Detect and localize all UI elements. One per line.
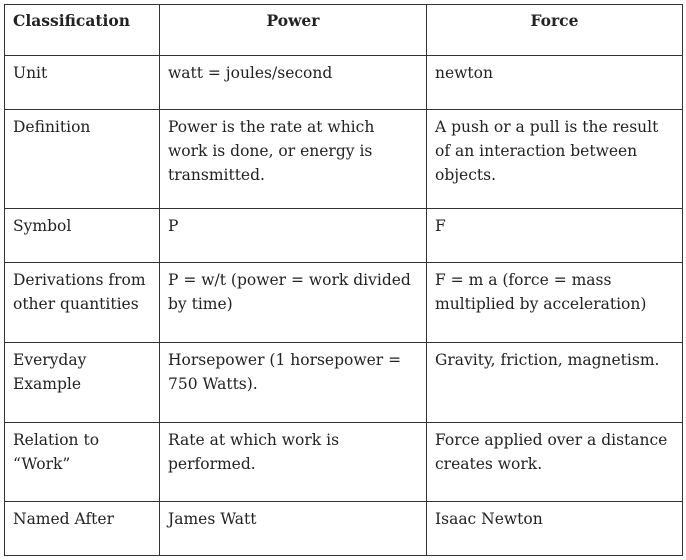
row-label: Symbol	[5, 209, 160, 263]
table-header	[5, 5, 683, 56]
table-body	[5, 56, 683, 556]
force-cell: Force applied over a distance creates work.	[427, 423, 683, 502]
force-cell: F	[427, 209, 683, 263]
force-cell: F = m a (force = mass multiplied by acceleration)	[427, 263, 683, 343]
header-force: Force	[427, 5, 683, 56]
force-cell: Gravity, friction, magnetism.	[427, 343, 683, 423]
table-row	[5, 209, 683, 263]
header-classification: Classification	[5, 5, 160, 56]
force-cell: A push or a pull is the result of an interaction between objects.	[427, 110, 683, 209]
table-row	[5, 502, 683, 556]
power-cell: James Watt	[160, 502, 427, 556]
power-cell: Horsepower (1 horsepower = 750 Watts).	[160, 343, 427, 423]
row-label: Definition	[5, 110, 160, 209]
row-label: Relation to “Work”	[5, 423, 160, 502]
row-label: Everyday Example	[5, 343, 160, 423]
power-cell: P	[160, 209, 427, 263]
power-cell: watt = joules/second	[160, 56, 427, 110]
header-row	[5, 5, 683, 56]
table-row	[5, 110, 683, 209]
power-cell: Power is the rate at which work is done, or energy is transmitted.	[160, 110, 427, 209]
comparison-table	[4, 4, 683, 556]
power-cell: P = w/t (power = work divided by time)	[160, 263, 427, 343]
table-row	[5, 343, 683, 423]
header-power: Power	[160, 5, 427, 56]
power-cell: Rate at which work is performed.	[160, 423, 427, 502]
table-row	[5, 423, 683, 502]
table-row	[5, 56, 683, 110]
table-row	[5, 263, 683, 343]
row-label: Unit	[5, 56, 160, 110]
row-label: Named After	[5, 502, 160, 556]
force-cell: newton	[427, 56, 683, 110]
force-cell: Isaac Newton	[427, 502, 683, 556]
row-label: Derivations from other quantities	[5, 263, 160, 343]
